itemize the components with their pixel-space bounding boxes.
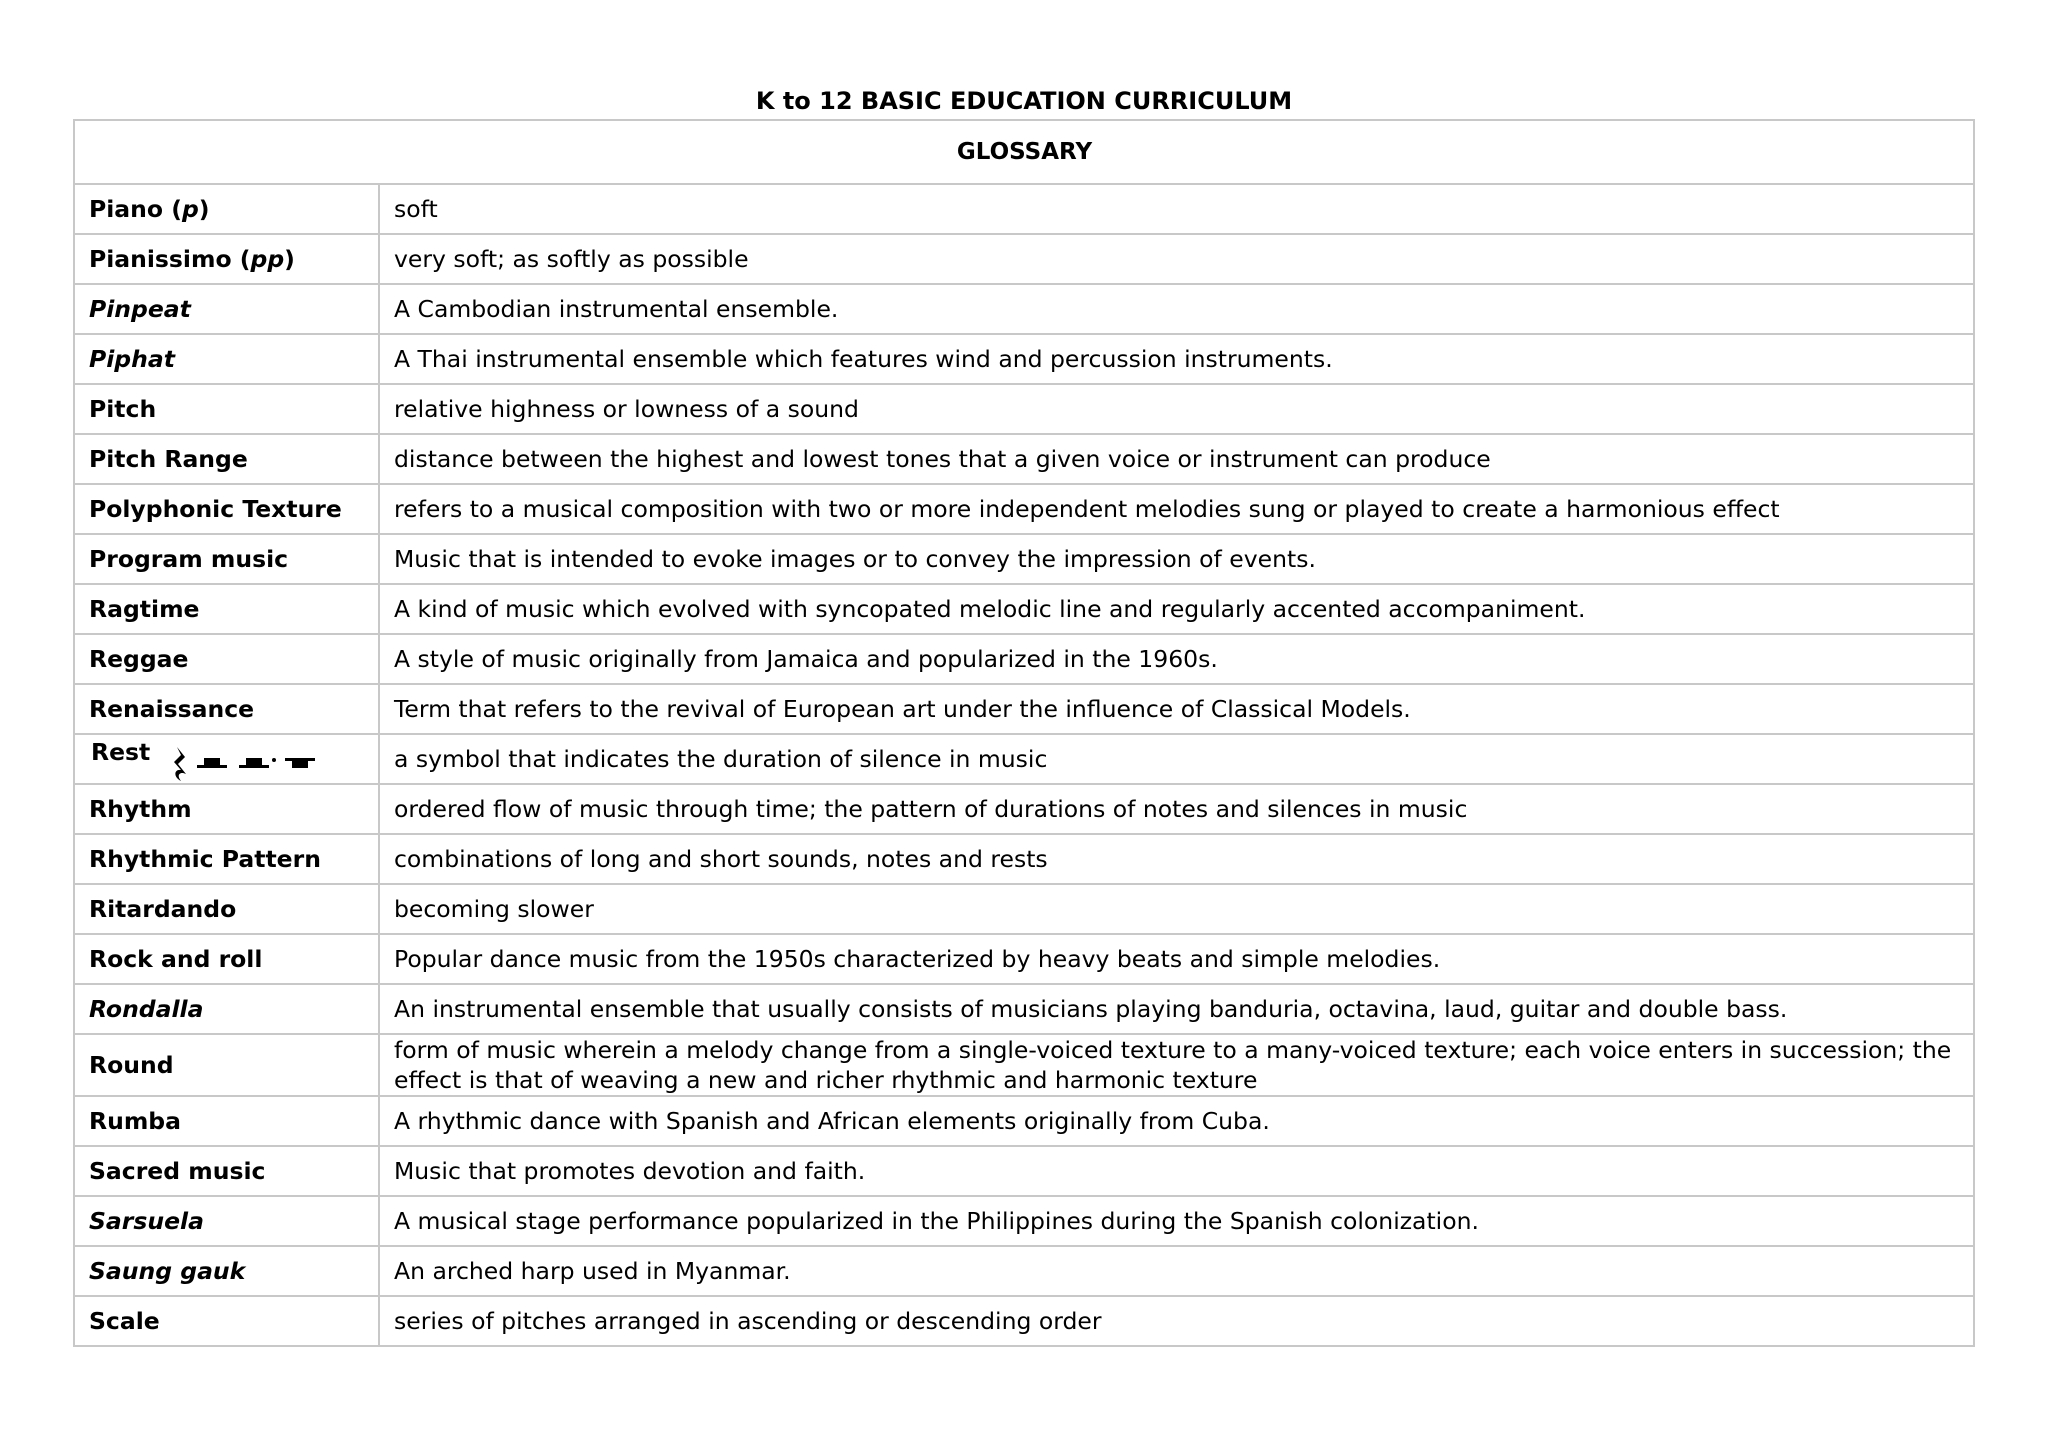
glossary-term: Polyphonic Texture [74,484,379,534]
glossary-definition: relative highness or lowness of a sound [379,384,1974,434]
quarter-rest-icon [174,747,186,781]
glossary-term: Rock and roll [74,934,379,984]
glossary-term: Rhythmic Pattern [74,834,379,884]
glossary-term: Rhythm [74,784,379,834]
glossary-term: Round [74,1034,379,1096]
glossary-definition: A rhythmic dance with Spanish and African elements originally from Cuba. [379,1096,1974,1146]
glossary-definition: A musical stage performance popularized in the Philippines during the Spanish colonization. [379,1196,1974,1246]
glossary-row [74,484,1974,534]
rest-icons [169,743,329,790]
glossary-term: Rumba [74,1096,379,1146]
glossary-definition: series of pitches arranged in ascending or descending order [379,1296,1974,1346]
glossary-term: Pitch Range [74,434,379,484]
rest-symbols [169,743,329,783]
glossary-definition: Music that is intended to evoke images or to convey the impression of events. [379,534,1974,584]
glossary-term [74,184,379,234]
glossary-header: GLOSSARY [74,120,1974,184]
glossary-row [74,934,1974,984]
glossary-row [74,334,1974,384]
glossary-term: Program music [74,534,379,584]
glossary-row [74,884,1974,934]
glossary-row [74,684,1974,734]
glossary-term: Sacred music [74,1146,379,1196]
glossary-row [74,1196,1974,1246]
glossary-row [74,1296,1974,1346]
glossary-term: Rondalla [74,984,379,1034]
glossary-definition: A Cambodian instrumental ensemble. [379,284,1974,334]
glossary-header-row [74,120,1974,184]
glossary-definition: A kind of music which evolved with syncopated melodic line and regularly accented accompaniment. [379,584,1974,634]
dotted-half-rest-icon [239,758,276,768]
glossary-term [74,734,379,784]
glossary-definition: refers to a musical composition with two or more independent melodies sung or played to create a harmonious effect [379,484,1974,534]
glossary-definition: form of music wherein a melody change from a single-voiced texture to a many-voiced texture; each voice enters in succession; the effect is that of weaving a new and richer rhythmic and harmonic texture [379,1034,1974,1096]
glossary-term-abbreviation: pp [250,245,285,273]
glossary-term-label: Piano ( [89,195,182,223]
glossary-term: Piphat [74,334,379,384]
glossary-definition: An instrumental ensemble that usually consists of musicians playing banduria, octavina, laud, guitar and double bass. [379,984,1974,1034]
glossary-definition: distance between the highest and lowest tones that a given voice or instrument can produce [379,434,1974,484]
glossary-table [73,119,1975,1347]
glossary-row [74,784,1974,834]
glossary-row [74,584,1974,634]
glossary-row [74,284,1974,334]
glossary-row [74,384,1974,434]
glossary-term: Ragtime [74,584,379,634]
glossary-definition: A Thai instrumental ensemble which features wind and percussion instruments. [379,334,1974,384]
glossary-term: Renaissance [74,684,379,734]
glossary-definition: a symbol that indicates the duration of silence in music [379,734,1974,784]
glossary-definition: An arched harp used in Myanmar. [379,1246,1974,1296]
glossary-body [74,184,1974,1346]
glossary-term: Pinpeat [74,284,379,334]
glossary-definition: Term that refers to the revival of European art under the influence of Classical Models. [379,684,1974,734]
glossary-term-label: Pianissimo ( [89,245,251,273]
glossary-row [74,434,1974,484]
glossary-term: Sarsuela [74,1196,379,1246]
document-title: K to 12 BASIC EDUCATION CURRICULUM [755,87,1293,115]
glossary-term: Reggae [74,634,379,684]
glossary-definition: A style of music originally from Jamaica and popularized in the 1960s. [379,634,1974,684]
glossary-definition: soft [379,184,1974,234]
glossary-definition: very soft; as softly as possible [379,234,1974,284]
glossary-row [74,1146,1974,1196]
glossary-row [74,1246,1974,1296]
glossary-term: Scale [74,1296,379,1346]
glossary-row [74,534,1974,584]
glossary-row [74,1034,1974,1096]
whole-rest-icon [285,758,315,768]
glossary-term: Pitch [74,384,379,434]
glossary-definition: becoming slower [379,884,1974,934]
half-rest-icon [197,758,227,768]
glossary-term-abbreviation: p [181,195,199,223]
glossary-term-suffix: ) [198,195,210,223]
glossary-row [74,734,1974,784]
glossary-term-suffix: ) [284,245,295,273]
glossary-term-label: Rest [91,738,151,766]
glossary-row [74,834,1974,884]
glossary-definition: Music that promotes devotion and faith. [379,1146,1974,1196]
glossary-row [74,634,1974,684]
glossary-definition: Popular dance music from the 1950s characterized by heavy beats and simple melodies. [379,934,1974,984]
glossary-row [74,234,1974,284]
glossary-row [74,984,1974,1034]
glossary-term: Ritardando [74,884,379,934]
glossary-definition: ordered flow of music through time; the pattern of durations of notes and silences in music [379,784,1974,834]
glossary-term [74,234,379,284]
glossary-row [74,184,1974,234]
glossary-definition: combinations of long and short sounds, notes and rests [379,834,1974,884]
glossary-row [74,1096,1974,1146]
glossary-term: Saung gauk [74,1246,379,1296]
